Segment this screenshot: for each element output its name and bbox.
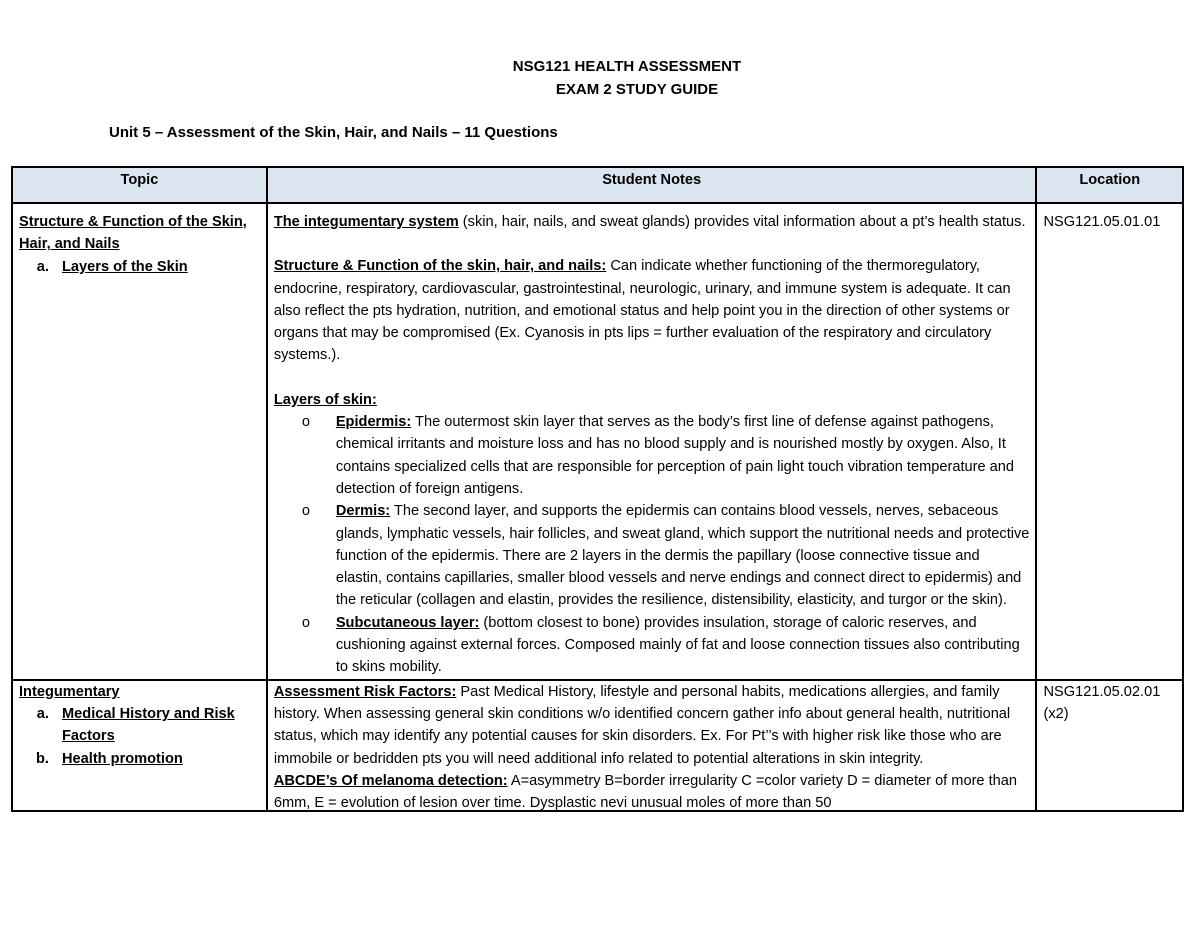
- header-location: Location: [1036, 167, 1183, 203]
- table-row: [12, 203, 1183, 680]
- location-code: NSG121.05.01.01: [1043, 214, 1161, 230]
- note-paragraph: ABCDE’s Of melanoma detection: A=asymmetry B=border irregularity C =color variety D = diameter of more than 6mm, E = evolution of lesion over time. Dysplastic nevi unusual moles of more than 50: [273, 772, 1018, 810]
- list-item: o Epidermis: The outermost skin layer that serves as the body’s first line of defense against pathogens, chemical irritants and moisture loss and has no blood supply and is nourished mostly by oxygen. Also, It contains specialized cells that are responsible for perception of pain light touch vibration temperature and detection of foreign antigens.: [326, 411, 1030, 500]
- location-cell: [1036, 203, 1183, 680]
- document-subtitle: EXAM 2 STUDY GUIDE: [555, 81, 719, 98]
- table-header-row: [12, 167, 1183, 203]
- unit-heading: Unit 5 – Assessment of the Skin, Hair, and Nails – 11 Questions: [109, 124, 558, 141]
- document-title: NSG121 HEALTH ASSESSMENT: [512, 58, 742, 75]
- notes-cell: [267, 203, 1037, 680]
- study-guide-table: [11, 166, 1184, 812]
- list-item: a. Layers of the Skin: [53, 256, 260, 278]
- note-paragraph: The integumentary system (skin, hair, nails, and sweat glands) provides vital information about a pt’s health status.: [273, 214, 1026, 230]
- layers-heading: Layers of skin:: [273, 391, 377, 408]
- topic-cell: [12, 680, 267, 811]
- topic-title: Structure & Function of the Skin, Hair, and Nails: [19, 214, 247, 253]
- location-code: NSG121.05.02.01 (x2): [1043, 683, 1161, 722]
- list-item: b. Health promotion: [53, 748, 260, 770]
- list-item: o Subcutaneous layer: (bottom closest to bone) provides insulation, storage of caloric reserves, and cushioning against external forces. Composed mainly of fat and loose connection tissues also contributing to skins mobility.: [326, 612, 1030, 679]
- header-student-notes: Student Notes: [267, 167, 1037, 203]
- topic-title: Integumentary: [19, 683, 120, 700]
- note-paragraph: Structure & Function of the skin, hair, and nails: Can indicate whether functioning of the thermoregulatory, endocrine, respiratory, cardiovascular, gastrointestinal, neurologic, urinary, and immune system is adequate. It can also reflect the pts hydration, nutrition, and emotional status and help point you in the direction of other systems or organs that may be compromised (Ex. Cyanosis in pts lips = further evaluation of the respiratory and circulatory systems.).: [273, 258, 1011, 364]
- table-row: [12, 680, 1183, 811]
- topic-cell: [12, 203, 267, 680]
- notes-cell: [267, 680, 1037, 811]
- location-cell: [1036, 680, 1183, 811]
- layers-list: [274, 411, 1030, 679]
- header-topic: Topic: [12, 167, 267, 203]
- note-paragraph: Assessment Risk Factors: Past Medical History, lifestyle and personal habits, medications allergies, and family history. When assessing general skin conditions w/o identified concern gather info about general health, nutritional status, which may identify any potential causes for skin disorders. Ex. For Pt’’s with higher risk like those who are immobile or bedridden pts you will need additional info related to potential alterations in skin integrity.: [273, 683, 1011, 767]
- list-item: a. Medical History and Risk Factors: [53, 703, 260, 748]
- list-item: o Dermis: The second layer, and supports the epidermis can contains blood vessels, nerves, sebaceous glands, lymphatic vessels, hair follicles, and sweat gland, which support the nutritional needs and protective function of the epidermis. There are 2 layers in the dermis the papillary (loose connective tissue and elastin, contains capillaries, smaller blood vessels and nerve endings and connect direct to epidermis) and the reticular (collagen and elastin, provides the resilience, distensibility, elasticity, and turgor or the skin).: [326, 500, 1030, 611]
- topic-list: [19, 703, 260, 770]
- topic-list: [19, 256, 260, 278]
